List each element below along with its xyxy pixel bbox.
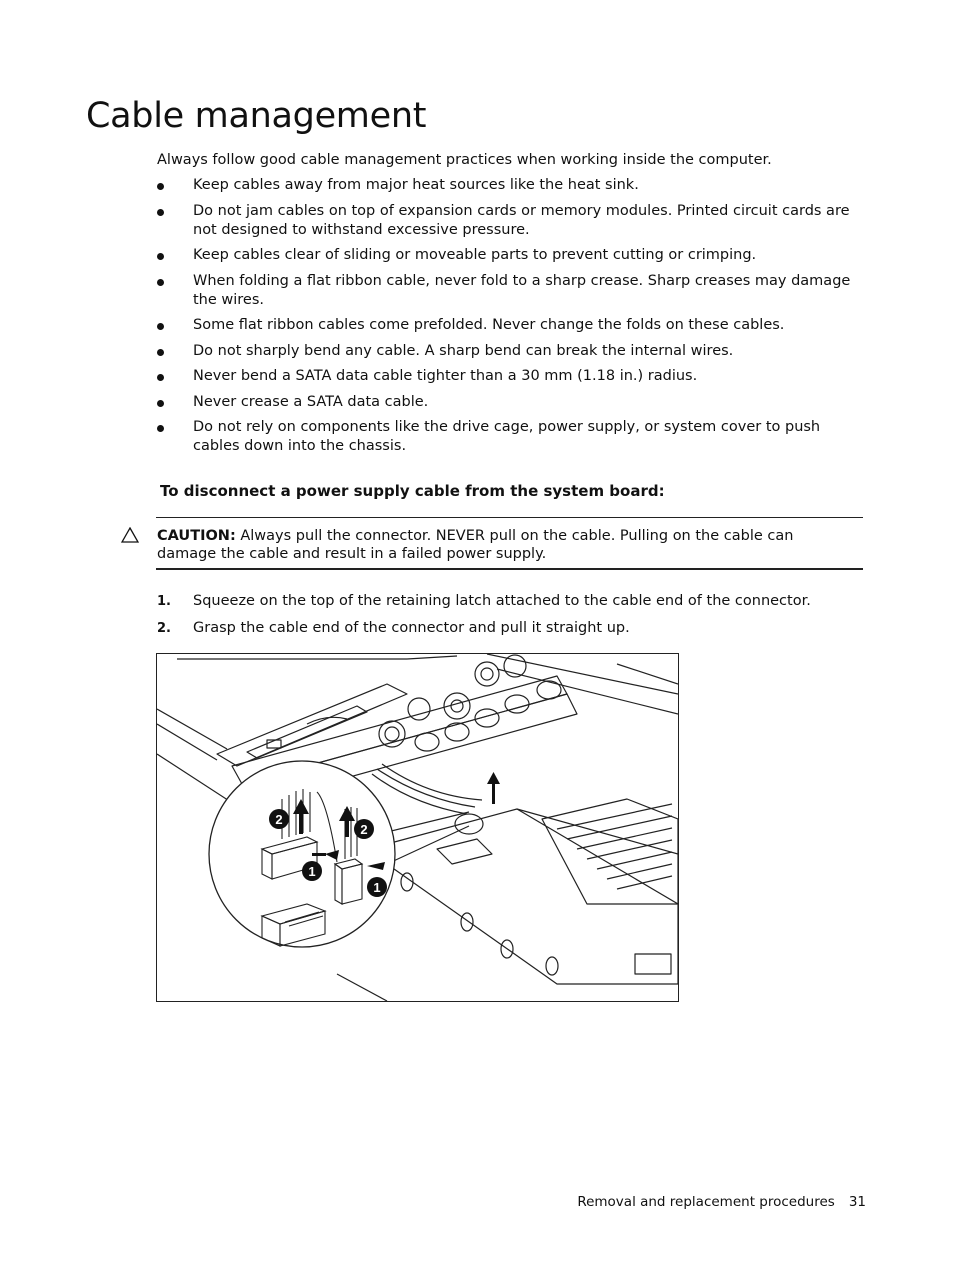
list-item: [157, 272, 863, 310]
server-chassis-drawing: [157, 654, 678, 1001]
list-item: [157, 176, 863, 195]
callout-label: 1: [308, 864, 316, 879]
step-item: [157, 592, 863, 611]
bullet-icon: [157, 323, 164, 330]
bullet-icon: [157, 374, 164, 381]
list-item-text: Keep cables away from major heat sources like the heat sink.: [193, 177, 639, 193]
list-item-text: Some flat ribbon cables come prefolded. Never change the folds on these cables.: [193, 317, 785, 333]
list-item: [157, 342, 863, 361]
caution-label: CAUTION:: [157, 528, 236, 544]
callout-label: 2: [275, 812, 283, 827]
list-item: [157, 393, 863, 412]
list-item: [157, 316, 863, 335]
list-item: [157, 418, 863, 456]
callout-label: 2: [360, 822, 368, 837]
caution-body: Always pull the connector. NEVER pull on the cable. Pulling on the cable can damage the cable and result in a failed power supply.: [157, 528, 794, 562]
step-number: 1.: [157, 594, 171, 609]
list-item: [157, 202, 863, 240]
bullet-icon: [157, 209, 164, 216]
step-item: [157, 619, 863, 638]
caution-triangle-icon: [121, 527, 139, 543]
caution-text: [157, 527, 857, 563]
list-item-text: Never bend a SATA data cable tighter than a 30 mm (1.18 in.) radius.: [193, 368, 698, 384]
page-title: Cable management: [86, 96, 427, 136]
bullet-icon: [157, 279, 164, 286]
cable-disconnect-illustration: [156, 653, 679, 1002]
callout-badge-1b: [367, 877, 387, 897]
page-number: 31: [848, 1194, 866, 1210]
step-number: 2.: [157, 621, 171, 636]
bullet-icon: [157, 253, 164, 260]
callout-label: 1: [373, 880, 381, 895]
page-footer: [577, 1194, 866, 1210]
list-item: [157, 246, 863, 265]
procedure-heading: To disconnect a power supply cable from the system board:: [160, 482, 665, 500]
bullet-icon: [157, 183, 164, 190]
guideline-list: [157, 176, 863, 463]
list-item: [157, 367, 863, 386]
list-item-text: Never crease a SATA data cable.: [193, 393, 429, 410]
list-item-text: When folding a flat ribbon cable, never fold to a sharp crease. Sharp creases may damage the wires.: [193, 272, 851, 308]
callout-badge-2b: [354, 819, 374, 839]
footer-section: Removal and replacement procedures: [577, 1194, 835, 1210]
step-text: Squeeze on the top of the retaining latch attached to the cable end of the connector.: [193, 593, 811, 609]
list-item-text: Do not sharply bend any cable. A sharp bend can break the internal wires.: [193, 342, 734, 359]
callout-badge-1a: [302, 861, 322, 881]
list-item-text: Do not rely on components like the drive cage, power supply, or system cover to push cables down into the chassis.: [193, 419, 821, 454]
procedure-steps: [157, 592, 863, 646]
bullet-icon: [157, 349, 164, 356]
list-item-text: Keep cables clear of sliding or moveable parts to prevent cutting or crimping.: [193, 247, 757, 263]
callout-badge-2a: [269, 809, 289, 829]
bullet-icon: [157, 425, 164, 432]
step-text: Grasp the cable end of the connector and pull it straight up.: [193, 620, 630, 636]
bullet-icon: [157, 400, 164, 407]
list-item-text: Do not jam cables on top of expansion cards or memory modules. Printed circuit cards are not designed to withstand excessive pressure.: [193, 202, 850, 238]
intro-paragraph: Always follow good cable management practices when working inside the computer.: [157, 152, 772, 168]
